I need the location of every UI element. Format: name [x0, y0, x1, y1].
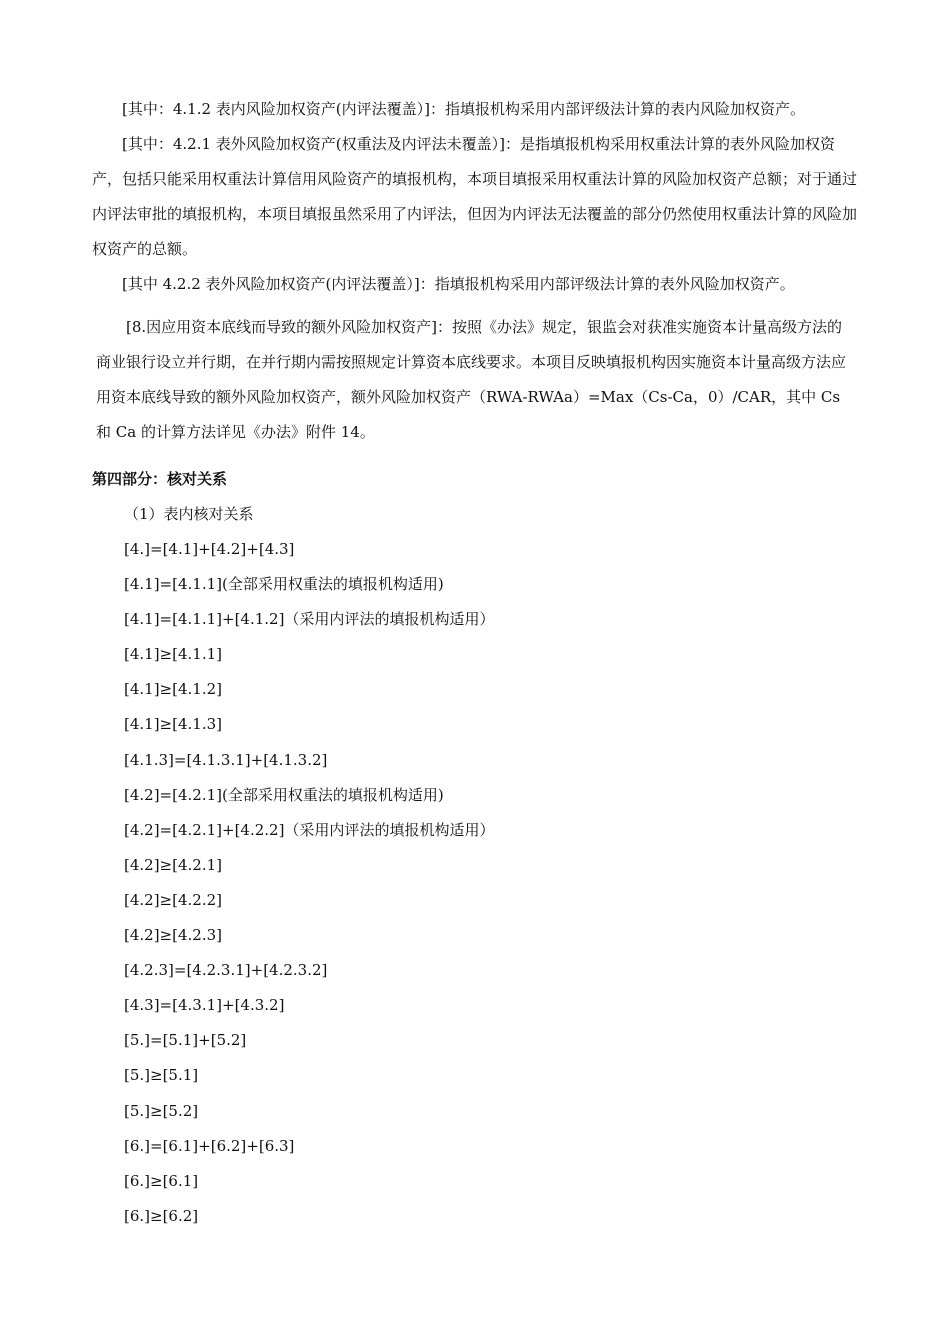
- section-heading: 第四部分：核对关系: [92, 470, 228, 488]
- formula-line: [4.2]=[4.2.1](全部采用权重法的填报机构适用): [124, 785, 444, 804]
- formula-line: [4.1]≥[4.1.2]: [124, 680, 222, 699]
- formula-line: [4.2]=[4.2.1]+[4.2.2]（采用内评法的填报机构适用）: [124, 820, 495, 839]
- formula-line: [4.1.3]=[4.1.3.1]+[4.1.3.2]: [124, 750, 328, 769]
- formula-line: [4.2]≥[4.2.3]: [124, 926, 222, 945]
- formula-line: [4.1]≥[4.1.3]: [124, 715, 222, 734]
- paragraph-4-2-1: [其中：4.2.1 表外风险加权资产(权重法及内评法未覆盖）]：是指填报机构采用权重法计算的表外风险加权资产，包括只能采用权重法计算信用风险资产的填报机构，本项目填报采用权重法计算的风险加权资产总额；对于通过内评法审批的填报机构，本项目填报虽然采用了内评法，但因为内评法无法覆盖的部分仍然使用权重法计算的风险加权资产的总额。: [92, 135, 858, 258]
- formula-line: [6.]=[6.1]+[6.2]+[6.3]: [124, 1136, 295, 1155]
- formula-line: [4.2]≥[4.2.2]: [124, 890, 222, 909]
- subsection-heading: （1）表内核对关系: [124, 505, 254, 523]
- formula-list: [124, 532, 494, 1234]
- formula-line: [5.]≥[5.2]: [124, 1101, 199, 1120]
- formula-line: [4.1]≥[4.1.1]: [124, 645, 222, 664]
- formula-line: [5.]=[5.1]+[5.2]: [124, 1031, 247, 1050]
- formula-line: [4.1]=[4.1.1](全部采用权重法的填报机构适用): [124, 575, 444, 594]
- formula-line: [5.]≥[5.1]: [124, 1066, 199, 1085]
- formula-line: [4.2]≥[4.2.1]: [124, 855, 222, 874]
- formula-line: [4.]=[4.1]+[4.2]+[4.3]: [124, 540, 295, 558]
- formula-line: [6.]≥[6.2]: [124, 1206, 199, 1225]
- paragraph-4-2-2: [其中 4.2.2 表外风险加权资产(内评法覆盖）]：指填报机构采用内部评级法计算的表外风险加权资产。: [122, 275, 795, 293]
- formula-line: [6.]≥[6.1]: [124, 1171, 199, 1190]
- formula-line: [4.1]=[4.1.1]+[4.1.2]（采用内评法的填报机构适用）: [124, 610, 495, 629]
- paragraph-4-1-2: [其中：4.1.2 表内风险加权资产(内评法覆盖）]：指填报机构采用内部评级法计算的表内风险加权资产。: [122, 100, 805, 118]
- formula-line: [4.2.3]=[4.2.3.1]+[4.2.3.2]: [124, 961, 328, 980]
- formula-line: [4.3]=[4.3.1]+[4.3.2]: [124, 996, 285, 1015]
- paragraph-capital-floor: [8.因应用资本底线而导致的额外风险加权资产]：按照《办法》规定，银监会对获准实施资本计量高级方法的商业银行设立并行期，在并行期内需按照规定计算资本底线要求。本项目反映填报机构因实施资本计量高级方法应用资本底线导致的额外风险加权资产，额外风险加权资产（RWA-RWAa）=Max（Cs-Ca，0）/CAR，其中 Cs 和 Ca 的计算方法详见《办法》附件 14。: [96, 318, 847, 441]
